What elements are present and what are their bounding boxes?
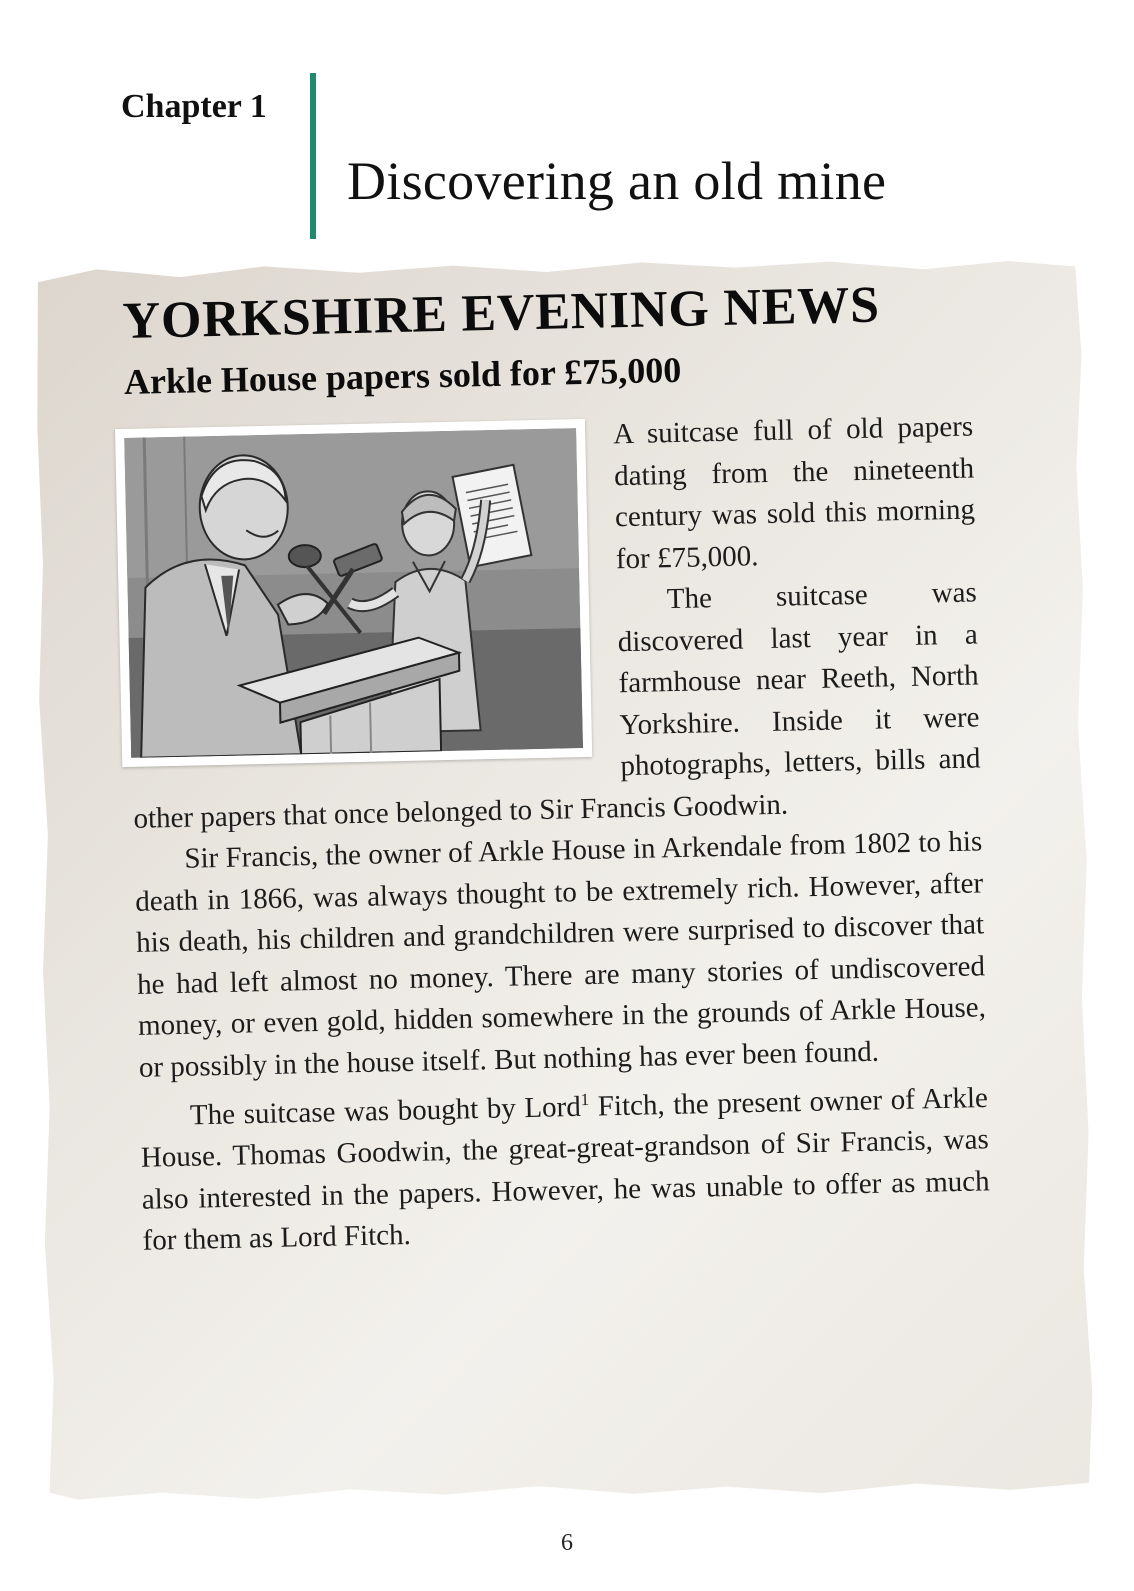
chapter-title: Discovering an old mine bbox=[347, 151, 887, 211]
auction-illustration-image bbox=[124, 428, 583, 758]
chapter-label: Chapter 1 bbox=[121, 88, 267, 125]
article-paragraph bbox=[139, 1070, 991, 1262]
article-paragraph: Sir Francis, the owner of Arkle House in Arkendale from 1802 to his death in 1866, was always thought to be extremely rich. However, after his death, his children and grandchildren were surprised to discover that he had left almost no money. There are many stories of undiscovered money, or even gold, hidden somewhere in the grounds of Arkle House, or possibly in the house itself. But nothing has ever been found. bbox=[134, 825, 987, 1084]
footnote-marker[interactable]: 1 bbox=[580, 1090, 590, 1110]
article-paragraph: The suitcase was discovered last year in a farmhouse near Reeth, North Yorkshire. Inside it were photographs, letters, bills and other papers that once belonged to Sir Francis Goodwin. bbox=[133, 576, 981, 835]
newspaper-content bbox=[122, 274, 991, 1263]
paragraph-text: The suitcase was bought by Lord bbox=[189, 1090, 582, 1132]
chapter-divider bbox=[310, 73, 316, 239]
article-body bbox=[125, 406, 991, 1262]
paragraph-text: Fitch, the present owner of Arkle House. Thomas Goodwin, the great-great-grandson of Sir Francis, was also interested in the papers. However, he was unable to offer as much for them as Lord Fitch. bbox=[140, 1081, 990, 1257]
article-paragraph: A suitcase full of old papers dating from the nineteenth century was sold this morning for £75,000. bbox=[612, 410, 976, 575]
newspaper-masthead: YORKSHIRE EVENING NEWS bbox=[122, 276, 881, 350]
article-headline: Arkle House papers sold for £75,000 bbox=[123, 349, 682, 402]
auction-illustration bbox=[115, 419, 592, 767]
page-number: 6 bbox=[561, 1530, 573, 1556]
